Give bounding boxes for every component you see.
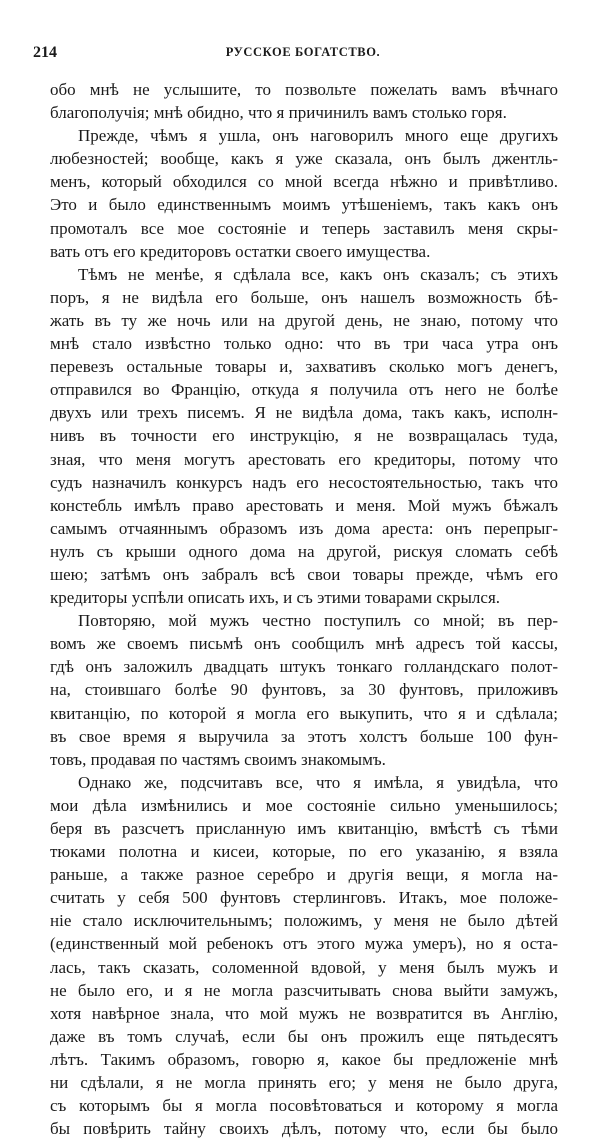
text-line: самымъ отчаяннымъ образомъ изъ дома ареста: онъ перепрыг- (50, 518, 558, 538)
text-line: менъ, который обходился со мной всегда нѣжно и привѣтливо. (50, 172, 558, 192)
text-line: зная, что меня могутъ арестовать его кредиторы, потому что (50, 449, 558, 469)
text-line: съ которымъ бы я могла посовѣтоваться и которому я могла (50, 1096, 558, 1116)
text-line: двухъ или трехъ писемъ. Я не видѣла дома, такъ какъ, исполн- (50, 403, 558, 423)
text-line: въ свое время я выручила за этотъ холстъ больше 100 фун- (50, 726, 558, 746)
page-number: 214 (33, 44, 57, 61)
text-line: обо мнѣ не услышите, то позвольте пожелать вамъ вѣчнаго (50, 80, 558, 99)
text-line: шею; затѣмъ онъ забралъ всѣ свои товары прежде, чѣмъ его (50, 564, 558, 584)
paragraph (50, 771, 558, 1140)
text-line: Это и было единственнымъ моимъ утѣшеніемъ, такъ какъ онъ (50, 195, 558, 215)
text-line: хотя навѣрное знала, что мой мужъ не возвратится въ Англію, (50, 1003, 558, 1023)
paragraph (50, 78, 558, 124)
text-line: кредиторы успѣли описать ихъ, и съ этими товарами скрылся. (50, 588, 501, 608)
paragraph (50, 609, 558, 771)
text-line: нулъ съ крыши одного дома на другой, рискуя сломать себѣ (50, 541, 558, 561)
body-text (50, 78, 558, 1140)
text-line: считать у себя 500 фунтовъ стерлинговъ. Итакъ, мое положе- (50, 888, 558, 908)
text-line: (единственный мой ребенокъ отъ этого мужа умеръ), но я оста- (50, 934, 558, 954)
text-line: жать въ ту же ночь или на другой день, не знаю, потому что (50, 310, 558, 330)
text-line: лѣтъ. Такимъ образомъ, говорю я, какое бы предложеніе мнѣ (50, 1049, 558, 1069)
text-line: Тѣмъ не менѣе, я сдѣлала все, какъ онъ сказалъ; съ этихъ (78, 264, 558, 284)
text-line: мнѣ стало извѣстно только одно: что въ три часа утра онъ (50, 334, 558, 354)
text-line: Однако же, подсчитавъ все, что я имѣла, я увидѣла, что (78, 772, 558, 792)
paragraph (50, 124, 558, 263)
text-line: любезностей; вообще, какъ я уже сказала, онъ былъ джентль- (50, 149, 558, 169)
journal-title: РУССКОЕ БОГАТСТВО. (225, 45, 381, 59)
text-line: промоталъ все мое состояніе и теперь заставилъ меня скры- (50, 218, 558, 238)
text-line: благополучія; мнѣ обидно, что я причинилъ вамъ столько горя. (50, 103, 507, 123)
text-line: ніе стало исключительнымъ; положимъ, у меня не было дѣтей (50, 911, 558, 931)
text-line: гдѣ онъ заложилъ двадцать штукъ тонкаго голландскаго полот- (50, 657, 558, 677)
text-line: квитанцію, по которой я могла его выкупить, что я и сдѣлала; (50, 703, 558, 723)
text-line: вать отъ его кредиторовъ остатки своего имущества. (50, 241, 431, 261)
text-line: беря въ разсчетъ присланную имъ квитанцію, вмѣстѣ съ тѣми (50, 819, 558, 838)
text-line: отправился во Францію, откуда я получила отъ него не болѣе (50, 380, 558, 400)
text-line: вомъ же своемъ письмѣ онъ сообщилъ мнѣ адресъ той кассы, (50, 634, 558, 654)
text-line: раньше, а также разное серебро и другія вещи, я могла на- (50, 865, 558, 885)
text-line: Прежде, чѣмъ я ушла, онъ наговорилъ много еще другихъ (78, 126, 558, 146)
text-line: на, стоившаго болѣе 90 фунтовъ, за 30 фунтовъ, приложивъ (50, 680, 558, 700)
text-line: судъ назначилъ конкурсъ надъ его несостоятельностью, такъ что (50, 472, 558, 492)
text-line: тюками полотна и кисеи, которые, по его указанію, я взяла (50, 842, 558, 862)
text-line: ни сдѣлали, я не могла принять его; у меня не было друга, (50, 1073, 558, 1093)
text-line: даже въ томъ случаѣ, если бы онъ прожилъ еще пятьдесятъ (50, 1026, 558, 1046)
text-line: не было его, и я не могла разсчитывать снова выйти замужъ, (50, 980, 558, 1000)
text-line: Повторяю, мой мужъ честно поступилъ со мной; въ пер- (78, 611, 558, 631)
paragraph (50, 263, 558, 609)
text-line: поръ, я не видѣла его больше, онъ нашелъ возможность бѣ- (50, 287, 558, 307)
text-line: нивъ въ точности его инструкцію, я не возвращалась туда, (50, 426, 558, 446)
text-line: лась, такъ сказать, соломенной вдовой, у меня былъ мужъ и (50, 957, 558, 977)
running-head (33, 44, 573, 68)
text-line: бы повѣрить тайну своихъ дѣлъ, потому что, если бы было (50, 1119, 558, 1139)
text-line: констебль имѣлъ право арестовать и меня. Мой мужъ бѣжалъ (50, 495, 558, 515)
text-line: товъ, продавая по частямъ своимъ знакомымъ. (50, 749, 386, 769)
text-line: мои дѣла измѣнились и мое состояніе сильно уменьшилось; (50, 795, 558, 815)
text-line: перевезъ остальные товары и, захвативъ сколько могъ денегъ, (50, 357, 558, 377)
